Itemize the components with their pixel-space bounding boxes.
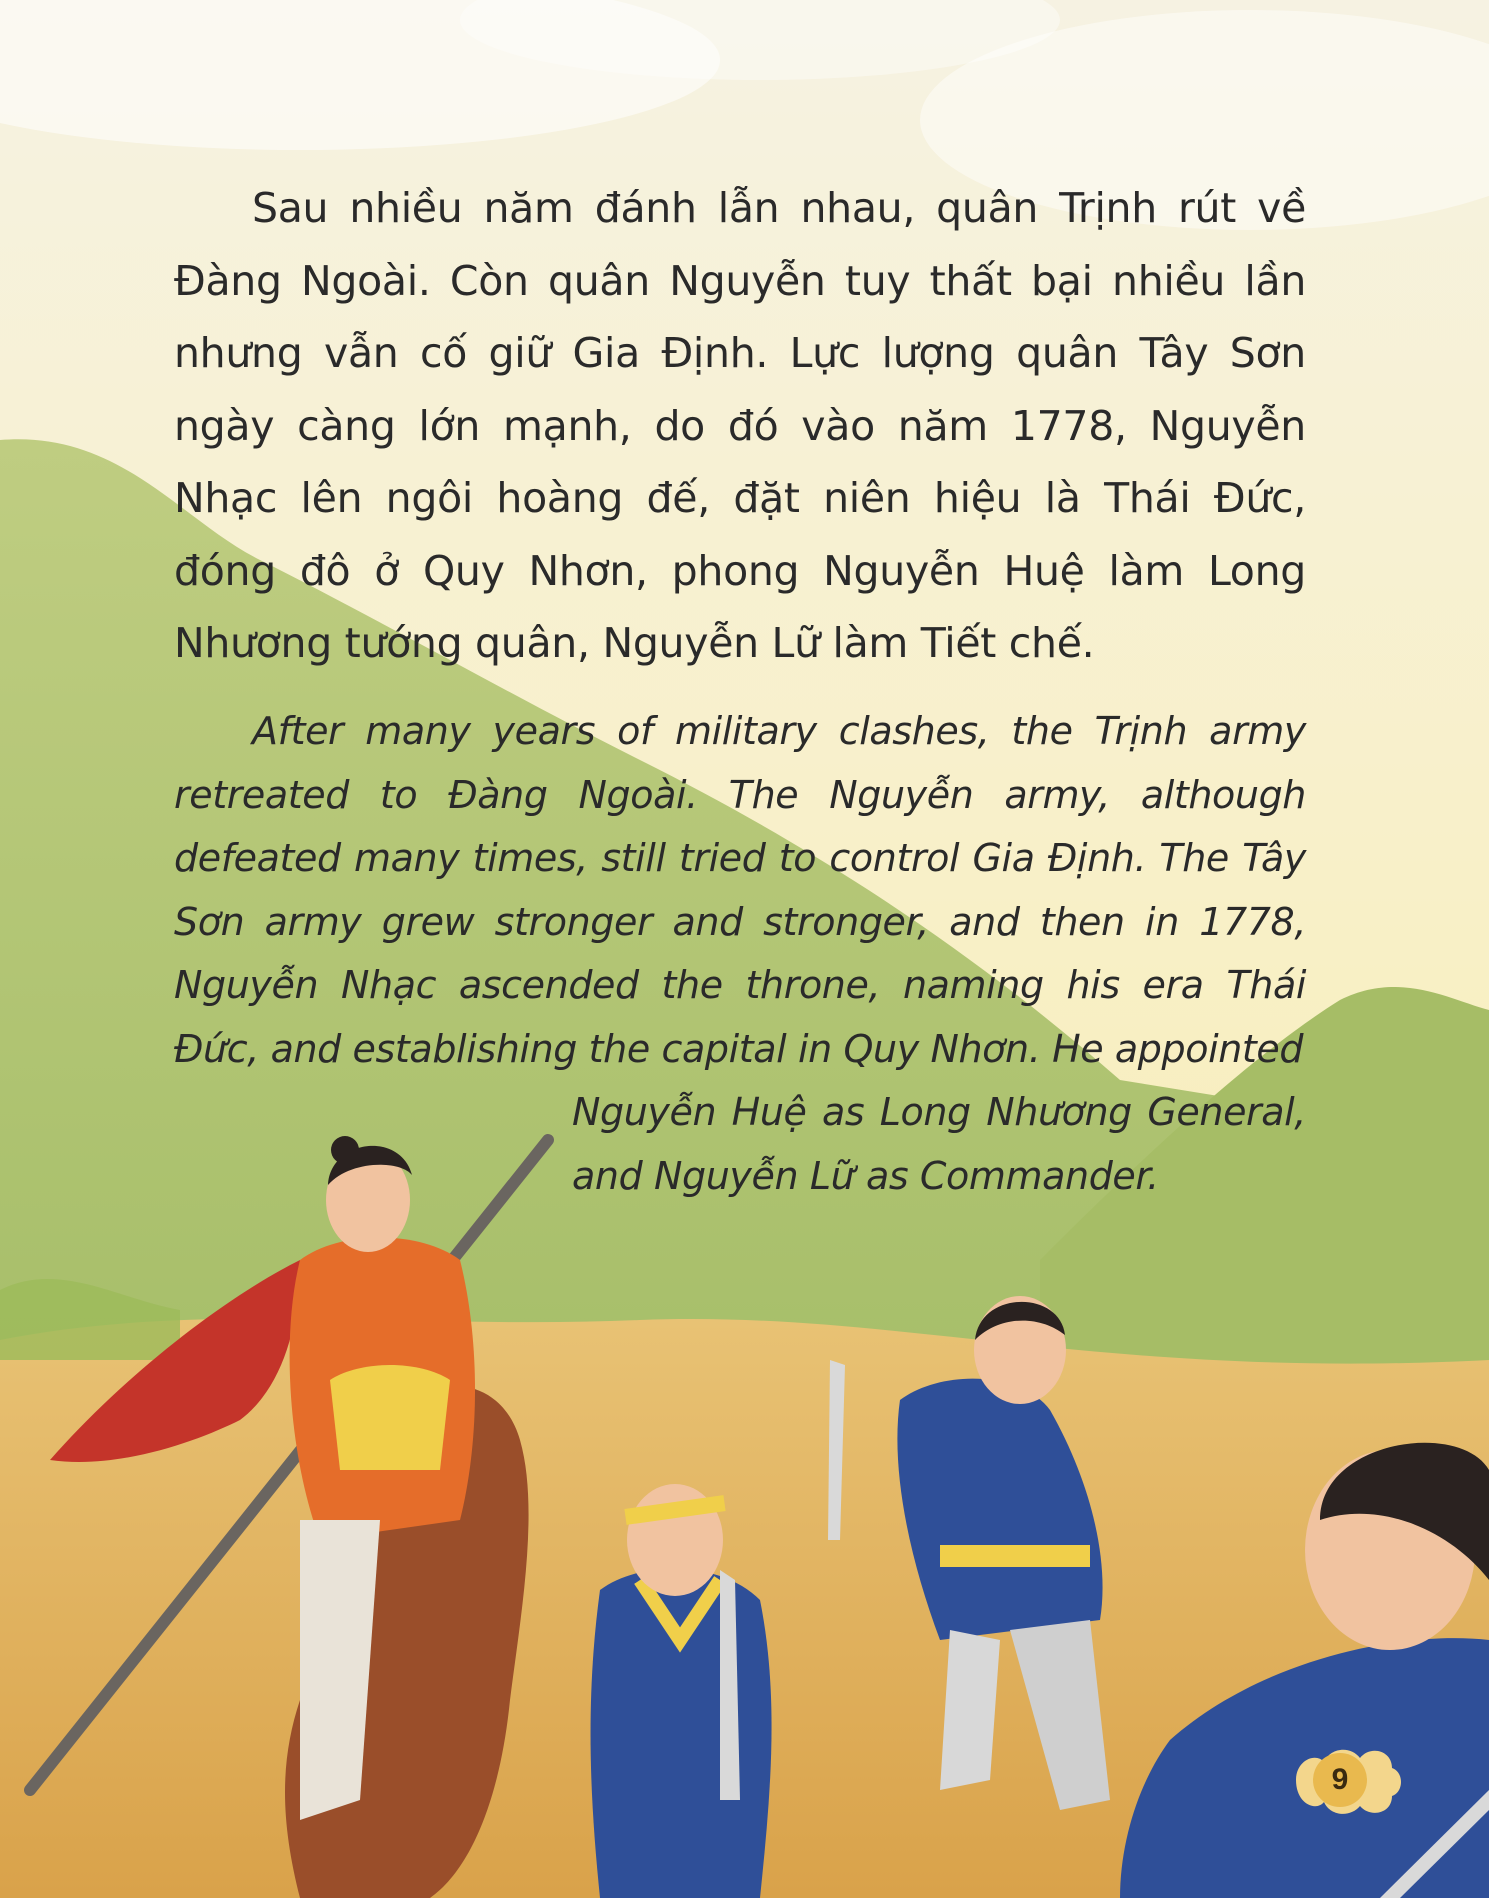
commander-topknot <box>331 1136 359 1164</box>
soldier-2-legs <box>940 1630 1000 1790</box>
paragraph-english-tail: Nguyễn Huệ as Long Nhương General, and Nguyễn Lữ as Commander. <box>572 1090 1306 1198</box>
page-number: 9 <box>1331 1763 1349 1796</box>
paragraph-english: After many years of military clashes, the Trịnh army retreated to Đàng Ngoài. The Nguyễn army, although defeated many times, still tried to control Gia Định. The Tây Sơn army grew stronger and stronger, and then in 1778, Nguyễn Nhạc ascended the throne, naming his era Thái Đức, and establishing the capital in Quy Nhơn. He appointed <box>174 709 1306 1071</box>
paragraph-vietnamese: Sau nhiều năm đánh lẫn nhau, quân Trịnh rút về Đàng Ngoài. Còn quân Nguyễn tuy thất bại nhiều lần nhưng vẫn cố giữ Gia Định. Lực lượng quân Tây Sơn ngày càng lớn mạnh, do đó vào năm 1778, Nguyễn Nhạc lên ngôi hoàng đế, đặt niên hiệu là Thái Đức, đóng đô ở Quy Nhơn, phong Nguyễn Huệ làm Long Nhương tướng quân, Nguyễn Lữ làm Tiết chế. <box>174 184 1306 667</box>
commander-armor <box>330 1365 450 1470</box>
soldier-2-belt <box>940 1545 1090 1567</box>
soldier-1-body <box>591 1569 772 1898</box>
